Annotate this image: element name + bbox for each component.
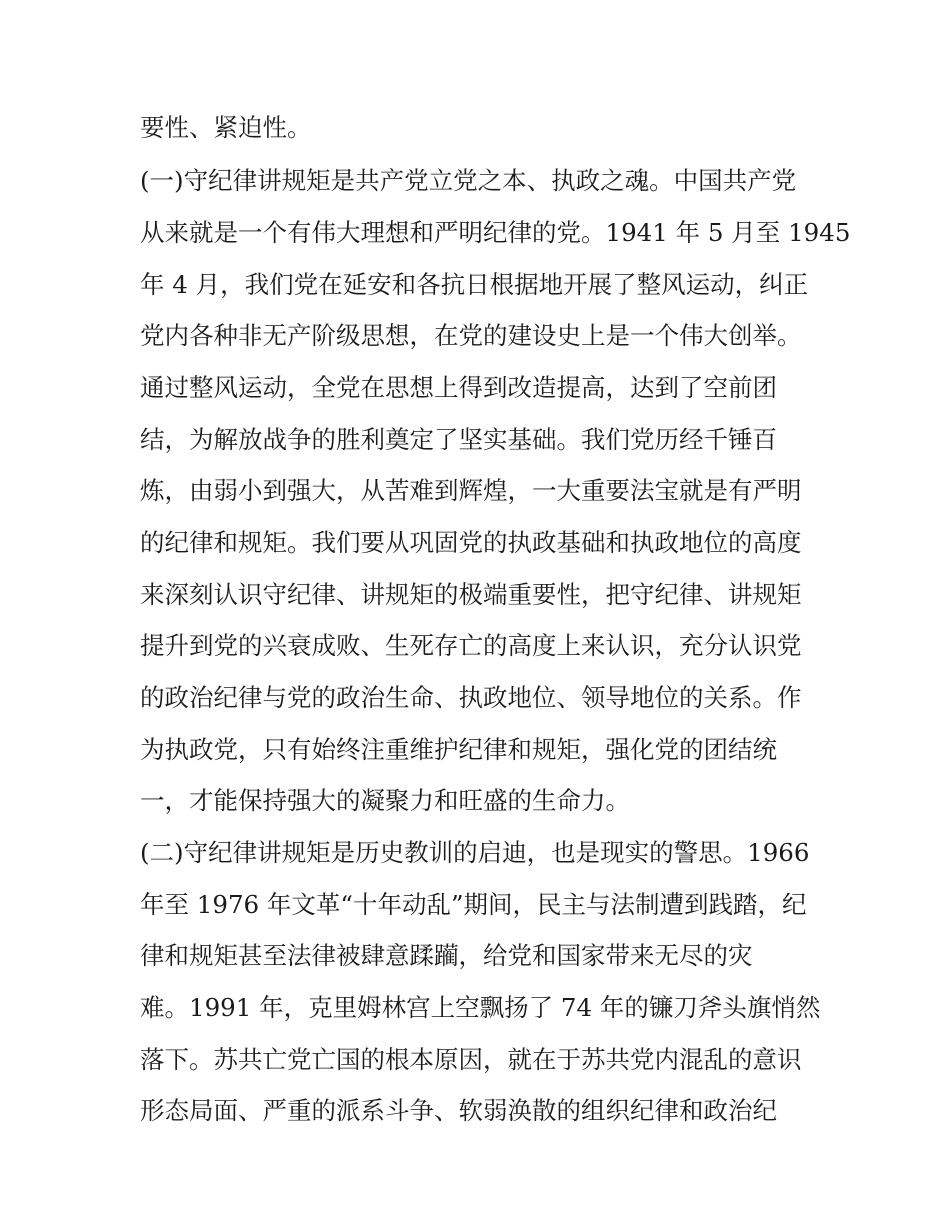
text-line: 为执政党，只有始终注重维护纪律和规矩，强化党的团结统 <box>140 735 777 764</box>
text-line: 律和规矩甚至法律被肆意蹂躏，给党和国家带来无尽的灾 <box>140 941 753 970</box>
text-line: 的政治纪律与党的政治生命、执政地位、领导地位的关系。作 <box>140 683 802 712</box>
text-line: 党内各种非无产阶级思想，在党的建设史上是一个伟大创举。 <box>140 321 802 350</box>
text-line: 要性、紧迫性。 <box>140 113 312 142</box>
text-line: 年至 1976 年文革“十年动乱”期间，民主与法制遭到践踏，纪 <box>140 890 807 919</box>
text-line: 年 4 月，我们党在延安和各抗日根据地开展了整风运动，纠正 <box>140 270 809 299</box>
text-line: 一，才能保持强大的凝聚力和旺盛的生命力。 <box>140 786 630 815</box>
text-line: 难。1991 年，克里姆林宫上空飘扬了 74 年的镰刀斧头旗悄然 <box>140 993 821 1022</box>
text-line: 炼，由弱小到强大，从苦难到辉煌，一大重要法宝就是有严明 <box>140 476 802 505</box>
text-line: (一)守纪律讲规矩是共产党立党之本、执政之魂。中国共产党 <box>140 166 797 195</box>
text-line: 落下。苏共亡党亡国的根本原因，就在于苏共党内混乱的意识 <box>140 1045 802 1074</box>
text-line: 从来就是一个有伟大理想和严明纪律的党。1941 年 5 月至 1945 <box>140 218 851 247</box>
text-line: 形态局面、严重的派系斗争、软弱涣散的组织纪律和政治纪 <box>140 1096 777 1125</box>
text-line: (二)守纪律讲规矩是历史教训的启迪，也是现实的警思。1966 <box>140 838 810 867</box>
text-line: 结，为解放战争的胜利奠定了坚实基础。我们党历经千锤百 <box>140 425 777 454</box>
text-line: 提升到党的兴衰成败、生死存亡的高度上来认识，充分认识党 <box>140 631 802 660</box>
text-line: 通过整风运动，全党在思想上得到改造提高，达到了空前团 <box>140 373 777 402</box>
text-line: 来深刻认识守纪律、讲规矩的极端重要性，把守纪律、讲规矩 <box>140 580 802 609</box>
text-line: 的纪律和规矩。我们要从巩固党的执政基础和执政地位的高度 <box>140 528 802 557</box>
